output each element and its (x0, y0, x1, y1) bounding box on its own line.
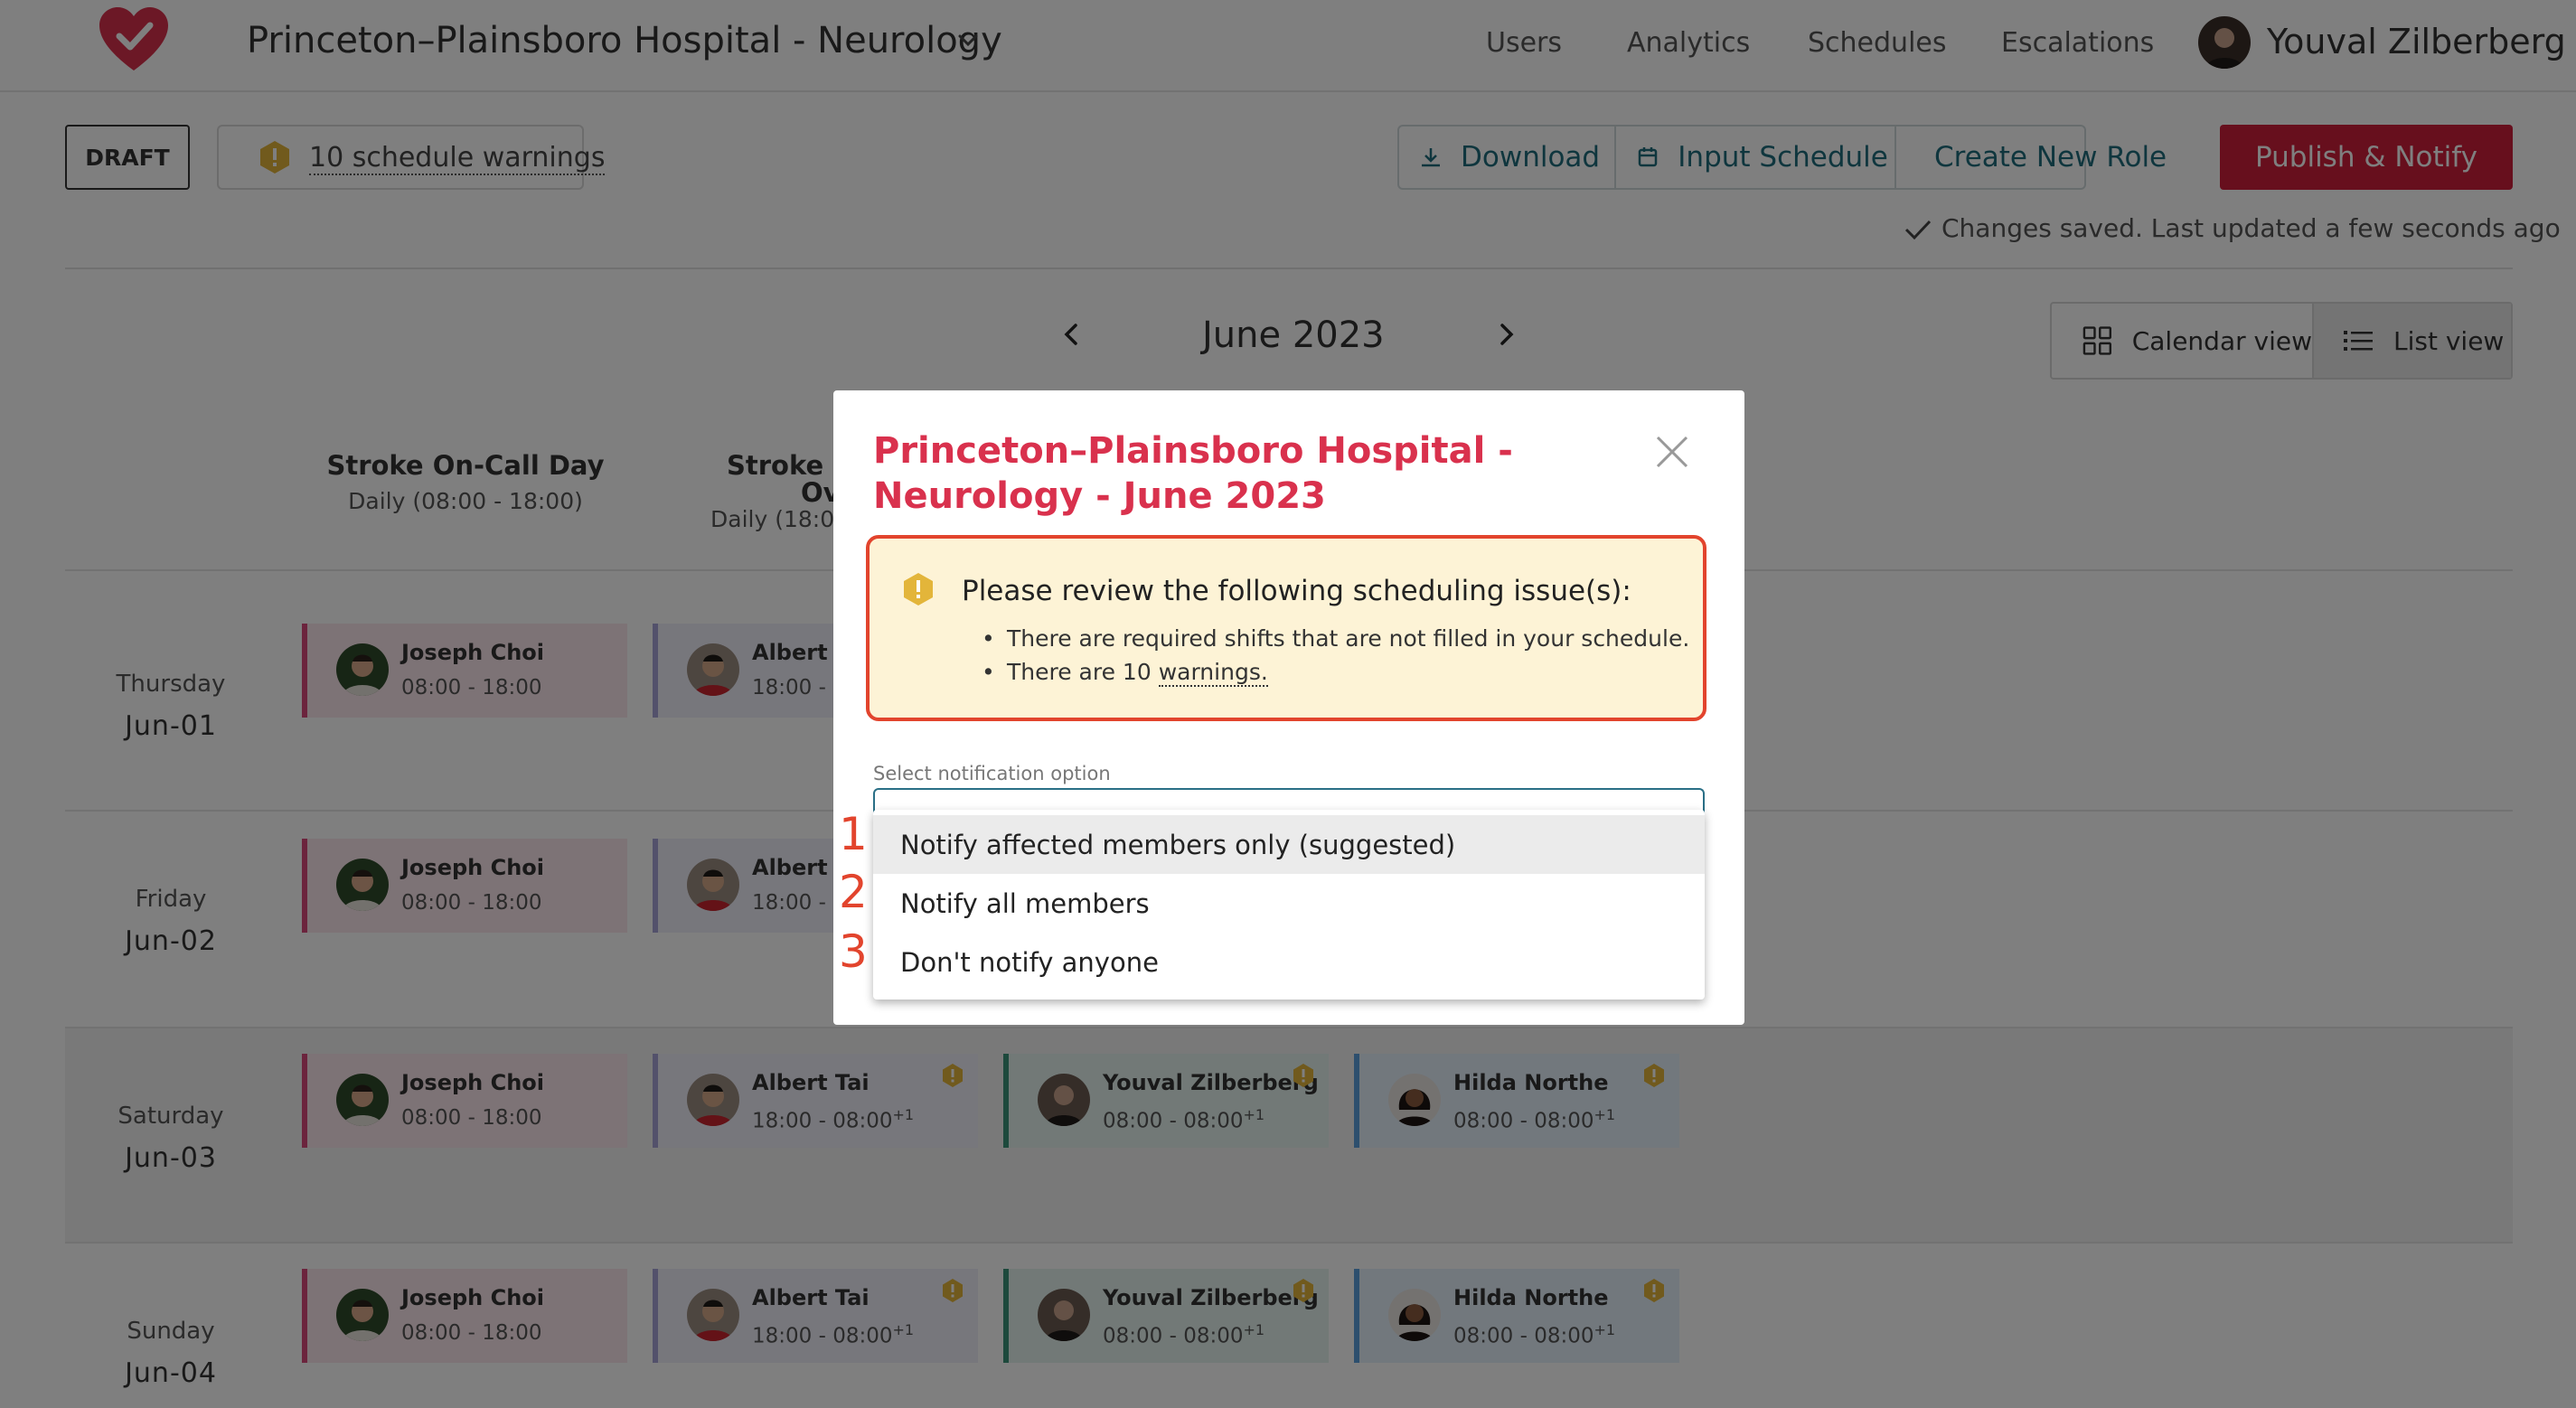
annotation-number: 2 (839, 866, 868, 918)
warnings-link[interactable]: warnings. (1158, 659, 1268, 685)
warning-icon (900, 571, 936, 607)
option-notify-affected[interactable]: Notify affected members only (suggested) (873, 815, 1705, 874)
issues-alert (866, 535, 1706, 721)
issues-list (1007, 622, 1689, 689)
issues-heading: Please review the following scheduling issue(s): (962, 575, 1631, 607)
select-label: Select notification option (873, 763, 1111, 784)
close-icon[interactable] (1654, 434, 1690, 470)
issue-text: There are 10 (1007, 659, 1159, 685)
issue-item (1007, 655, 1689, 689)
issue-item: • There are required shifts that are not filled in your schedule. (1007, 622, 1689, 655)
option-notify-all[interactable]: Notify all members (900, 887, 1150, 919)
dialog-title: Princeton–Plainsboro Hospital - Neurology - June 2023 (873, 430, 1513, 517)
notification-options-menu (873, 810, 1705, 1000)
annotation-number: 3 (839, 925, 868, 978)
option-notify-none[interactable]: Don't notify anyone (900, 946, 1159, 978)
annotation-number: 1 (839, 808, 868, 860)
